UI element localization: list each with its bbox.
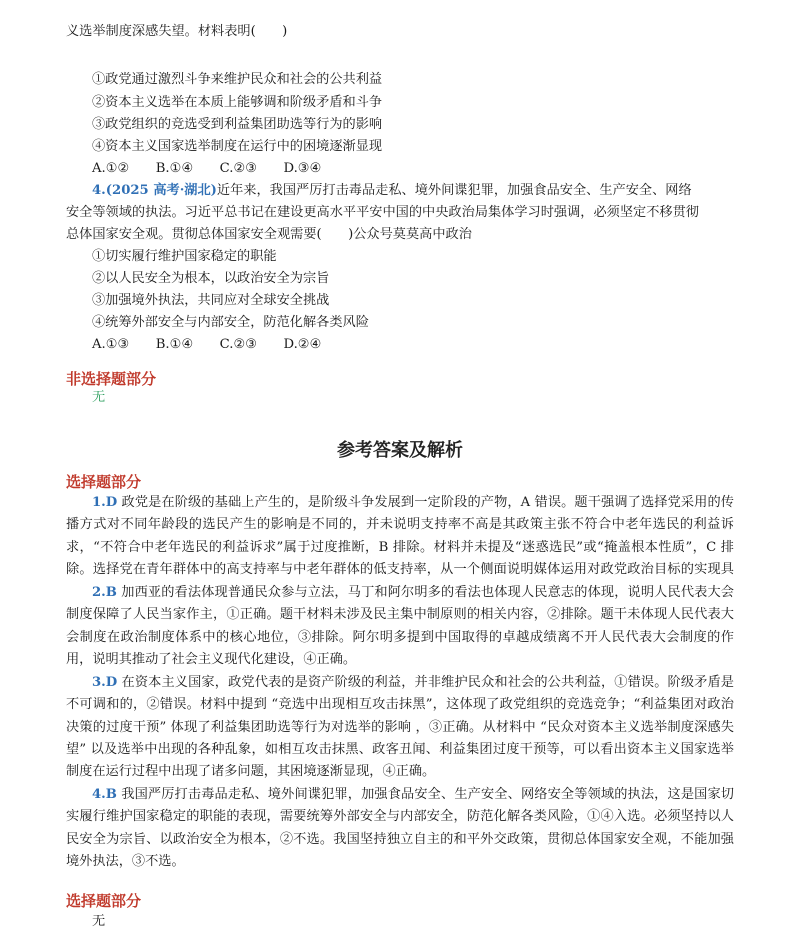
answer-4-num: 4.B	[92, 787, 117, 802]
q4-stem-line1	[92, 181, 692, 201]
answer-2-text: 加西亚的看法体现普通民众参与立法，马丁和阿尔明多的看法也体现人民意志的体现，说明人民代表大会制度保障了人民当家作主，①正确。题干材料未涉及民主集中制原则的相关内容，②排除。题干未体现人民代表大会制度在政治制度体系中的核心地位，③排除。阿尔明多提到中国取得的卓越成绩离不开人民代表大会制度的作用，说明其推动了社会主义现代化建设，④正确。	[66, 585, 734, 667]
answer-1-text: 政党是在阶级的基础上产生的，是阶级斗争发展到一定阶段的产物，A 错误。题干强调了选择党采用的传播方式对不同年龄段的选民产生的影响是不同的，并未说明支持率不高是其政策主张不符合中老年选民的利益诉求，“不符合中老年选民的利益诉求”属于过度推断，B 排除。材料并未提及“迷惑选民”或“掩盖根本性质”，C 排除。选择党在青年群体中的高支持率与中老年群体的低支持率，从一个侧面说明媒体运用对政党政治目标的实现具	[66, 495, 734, 577]
non-choice-title: 非选择题部分	[66, 370, 157, 388]
answers-section-title: 选择题部分	[66, 473, 142, 491]
answer-3-text: 在资本主义国家，政党代表的是资产阶级的利益，并非维护民众和社会的公共利益，①错误。阶级矛盾是不可调和的，②错误。材料中提到 “竞选中出现相互攻击抹黑”，这体现了政党组织的竞选竞争；“利益集团对政治决策的过度干预” 体现了利益集团助选等行为对选举的影响 ，③正确。从材料中 “民众对资本主义选举制度深感失望” 以及选举中出现的各种乱象，如相互攻击抹黑、政客丑闻、利益集团过度干预等，可以看出资本主义国家选举制度在运行过程中出现了诸多问题，其困境逐渐显现，④正确。	[66, 675, 734, 780]
q3-choices: A.①② B.①④ C.②③ D.③④	[92, 161, 322, 176]
q4-option-2: ②以人民安全为根本，以政治安全为宗旨	[92, 271, 330, 286]
answers-title: 参考答案及解析	[337, 440, 463, 461]
answer-item-1	[66, 492, 734, 582]
non-choice-content: 无	[92, 390, 106, 405]
footer-section-title: 选择题部分	[66, 892, 142, 910]
q3-option-2: ②资本主义选举在本质上能够调和阶级矛盾和斗争	[92, 95, 383, 110]
q3-option-3: ③政党组织的竞选受到利益集团助选等行为的影响	[92, 117, 383, 132]
q4-number: 4.	[92, 183, 106, 198]
answer-item-3	[66, 672, 734, 784]
answer-item-2	[66, 582, 734, 672]
q4-source: (2025 高考·湖北)	[105, 183, 217, 198]
answer-4-text: 我国严厉打击毒品走私、境外间谍犯罪，加强食品安全、生产安全、网络安全等领域的执法，这是国家切实履行维护国家稳定的职能的表现，需要统筹外部安全与内部安全，防范化解各类风险，①④入选。必须坚持以人民安全为宗旨、以政治安全为根本，②不选。我国坚持独立自主的和平外交政策，贯彻总体国家安全观，不能加强境外执法，③不选。	[66, 787, 734, 869]
q4-option-1: ①切实履行维护国家稳定的职能	[92, 249, 277, 264]
answer-item-4	[66, 784, 734, 874]
q3-option-4: ④资本主义国家选举制度在运行中的困境逐渐显现	[92, 139, 383, 154]
q4-choices: A.①③ B.①④ C.②③ D.②④	[92, 337, 322, 352]
answer-2-num: 2.B	[92, 585, 117, 600]
q4-stem-line2: 安全等领域的执法。习近平总书记在建设更高水平平安中国的中央政治局集体学习时强调，必须坚定不移贯彻	[66, 205, 699, 220]
q4-stem-text1: 近年来，我国严厉打击毒品走私、境外间谍犯罪，加强食品安全、生产安全、网络	[216, 183, 692, 198]
q3-option-1: ①政党通过激烈斗争来维护民众和社会的公共利益	[92, 72, 383, 87]
q4-option-4: ④统筹外部安全与内部安全，防范化解各类风险	[92, 315, 369, 330]
answer-1-num: 1.D	[92, 495, 118, 510]
q4-option-3: ③加强境外执法，共同应对全球安全挑战	[92, 293, 330, 308]
footer-section-content: 无	[92, 914, 106, 929]
q3-stem-end: 义选举制度深感失望。材料表明( )	[66, 24, 288, 39]
q4-stem-line3: 总体国家安全观。贯彻总体国家安全观需要( )公众号莫莫高中政治	[66, 227, 472, 242]
answer-3-num: 3.D	[92, 675, 118, 690]
